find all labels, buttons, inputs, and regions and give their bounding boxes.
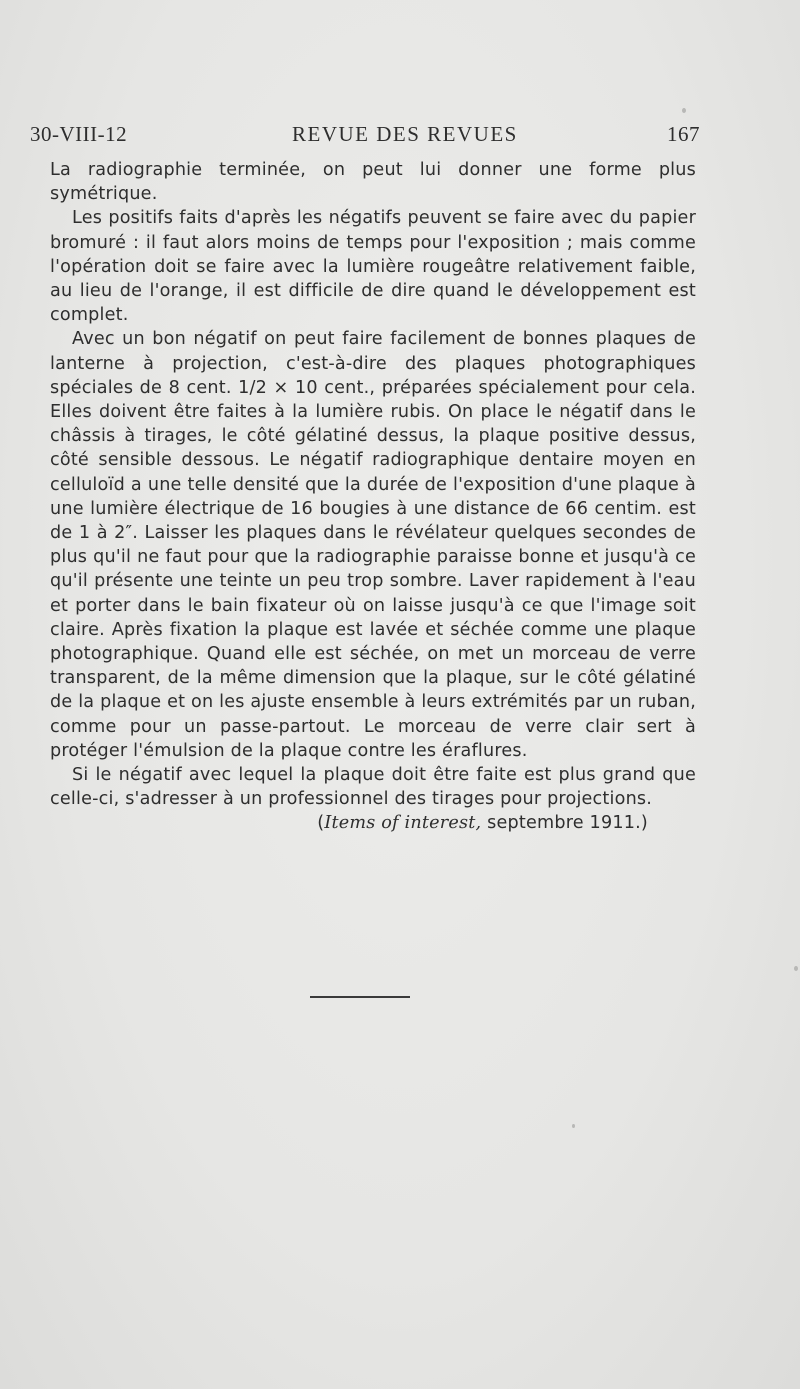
citation-open: ( [317,813,325,834]
paper-speck [794,966,798,971]
paragraph: Les positifs faits d'après les négatifs peuvent se faire avec du papier bromuré : il faut alors moins de temps pour l'exposition ; mais comme l'opération doit se faire avec la lumière rougeâtre relativement faible, au lieu de l'orange, il est difficile de dire quand le développement est complet. [50,208,696,326]
paper-speck [682,108,686,113]
page-number: 167 [667,122,700,146]
header-date: 30-VIII-12 [30,122,128,146]
section-divider [310,996,410,998]
citation-title: Items of interest, [324,813,482,834]
paragraph: Si le négatif avec lequel la plaque doit être faite est plus grand que celle-ci, s'adresser à un professionnel des tirages pour projections. [50,765,696,810]
article-body [50,158,696,836]
paper-speck [572,1124,575,1128]
citation-date: septembre 1911.) [481,813,648,834]
source-citation [50,811,696,835]
paragraph: Avec un bon négatif on peut faire facilement de bonnes plaques de lanterne à projection, c'est-à-dire des plaques photographiques spéciales de 8 cent. 1/2 × 10 cent., préparées spécialement pour cela. Elles doivent être faites à la lumière rubis. On place le négatif dans le châssis à tirages, le côté gélatiné dessus, la plaque positive dessus, côté sensible dessous. Le négatif radiographique dentaire moyen en celluloïd a une telle densité que la durée de l'exposition d'une plaque à une lumière électrique de 16 bougies à une distance de 66 centim. est de 1 à 2″. Laisser les plaques dans le révélateur quelques secondes de plus qu'il ne faut pour que la radiographie paraisse bonne et jusqu'à ce qu'il présente une teinte un peu trop sombre. Laver rapidement à l'eau et porter dans le bain fixateur où on laisse jusqu'à ce que l'image soit claire. Après fixation la plaque est lavée et séchée comme une plaque photographique. Quand elle est séchée, on met un morceau de verre transparent, de la même dimension que la plaque, sur le côté gélatiné de la plaque et on les ajuste ensemble à leurs extrémités par un ruban, comme pour un passe-partout. Le morceau de verre clair sert à protéger l'émulsion de la plaque contre les éraflures. [50,329,696,761]
running-header [30,122,700,152]
header-journal-title: REVUE DES REVUES [292,122,518,146]
paragraph: La radiographie terminée, on peut lui donner une forme plus symétrique. [50,160,696,205]
